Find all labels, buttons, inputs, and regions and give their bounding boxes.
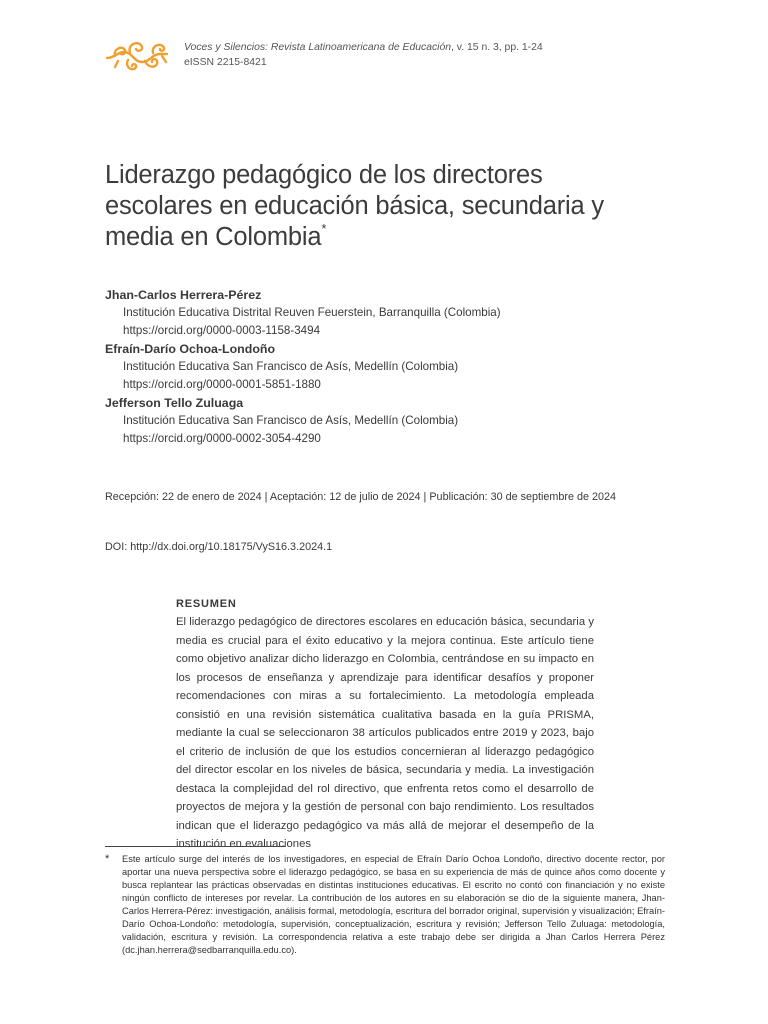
doi-link[interactable]: DOI: http://dx.doi.org/10.18175/VyS16.3.2024.1 [105, 541, 333, 553]
journal-spiral-logo-icon [104, 34, 170, 78]
author-list [105, 286, 665, 448]
journal-volume: , v. 15 n. 3, pp. 1-24 [451, 42, 543, 53]
author-orcid-link[interactable]: https://orcid.org/0000-0001-5851-1880 [123, 378, 321, 391]
article-title-text: Liderazgo pedagógico de los directores escolares en educación básica, secundaria y media en Colombia [105, 161, 604, 251]
journal-header [184, 40, 543, 70]
publication-dates: Recepción: 22 de enero de 2024 | Aceptación: 12 de julio de 2024 | Publicación: 30 de septiembre de 2024 [105, 491, 617, 503]
author-name: Efraín-Darío Ochoa-Londoño [105, 342, 276, 356]
author-name: Jhan-Carlos Herrera-Pérez [105, 288, 262, 302]
author-orcid-link[interactable]: https://orcid.org/0000-0002-3054-4290 [123, 432, 321, 445]
author-affiliation: Institución Educativa San Francisco de Asís, Medellín (Colombia) [123, 360, 459, 373]
abstract-heading: RESUMEN [176, 598, 237, 610]
author-affiliation: Institución Educativa Distrital Reuven Feuerstein, Barranquilla (Colombia) [123, 306, 501, 319]
author-orcid-link[interactable]: https://orcid.org/0000-0003-1158-3494 [123, 324, 321, 337]
abstract-section [176, 597, 594, 854]
footnote-divider [105, 846, 285, 847]
author-block [105, 394, 665, 448]
journal-citation [184, 40, 543, 55]
author-name: Jefferson Tello Zuluaga [105, 396, 244, 410]
journal-name: Voces y Silencios: Revista Latinoamericana de Educación [184, 42, 452, 53]
footnote [105, 853, 665, 957]
author-affiliation: Institución Educativa San Francisco de Asís, Medellín (Colombia) [123, 414, 459, 427]
author-block [105, 340, 665, 394]
footnote-text: Este artículo surge del interés de los investigadores, en especial de Efraín Darío Ochoa Londoño, directivo docente rector, por aportar una nueva perspectiva sobre el liderazgo pedagógico, se basa en su experiencia de más de quince años como docente y busca replantear las prácticas observadas en distintas instituciones educativas. El escrito no contó con financiación y no existe ningún conflicto de intereses por revelar. La contribución de los autores en su elaboración se dio de la siguiente manera, Jhan-Carlos Herrera-Pérez: investigación, análisis formal, metodología, escritura del borrador original, supervisión y visualización; Efraín-Darío Ochoa-Londoño: metodología, supervisión, conceptualización, escritura y revisión; Jefferson Tello Zuluaga: metodología, validación, escritura y revisión. La correspondencia relativa a este trabajo debe ser dirigida a Jhan Carlos Herrera Pérez (dc.jhan.herrera@sedbarranquilla.edu.co). [122, 854, 665, 955]
footnote-mark: * [105, 853, 110, 865]
journal-issn: eISSN 2215-8421 [184, 57, 267, 68]
article-title [105, 160, 625, 253]
abstract-text: El liderazgo pedagógico de directores escolares en educación básica, secundaria y media es crucial para el éxito educativo y la mejora continua. Este artículo tiene como objetivo analizar dicho liderazgo en Colombia, centrándose en su impacto en los procesos de enseñanza y aprendizaje para identificar desafíos y proponer recomendaciones con miras a su fortalecimiento. La metodología empleada consistió en una revisión sistemática cualitativa basada en la guía PRISMA, mediante la cual se seleccionaron 38 artículos publicados entre 2019 y 2023, bajo el criterio de inclusión de que los estudios concernieran al liderazgo pedagógico del director escolar en los niveles de básica, secundaria y media. La investigación destaca la complejidad del rol directivo, que enfrenta retos como el desarrollo de proyectos de mejora y la gestión de personal con bajo rendimiento. Los resultados indican que el liderazgo pedagógico va más allá de mejorar el desempeño de la institución en evaluaciones [176, 616, 594, 850]
author-block [105, 286, 665, 340]
title-footnote-mark: * [321, 221, 327, 236]
